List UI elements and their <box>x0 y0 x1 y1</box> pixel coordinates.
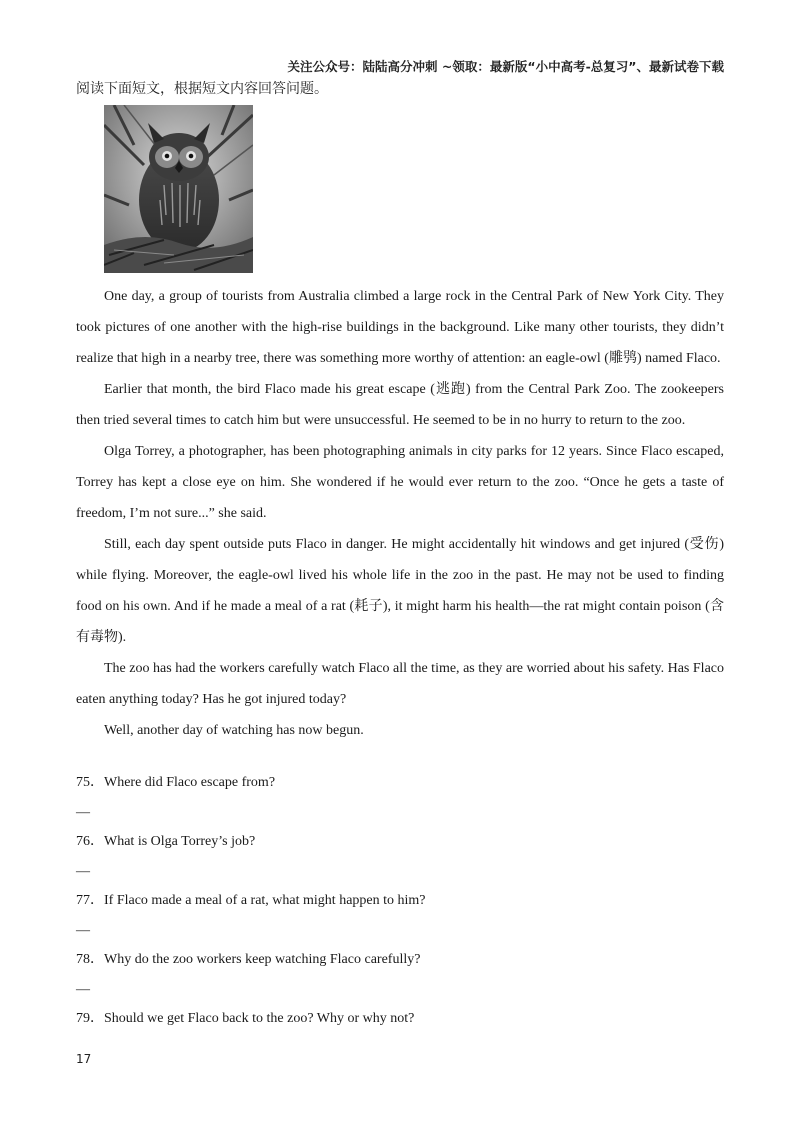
question-list <box>76 768 724 1034</box>
question-76 <box>76 827 724 857</box>
question-number: 76． <box>76 834 104 849</box>
question-77 <box>76 886 724 916</box>
question-number: 75． <box>76 775 104 790</box>
reading-instruction: 阅读下面短文，根据短文内容回答问题。 <box>76 81 328 97</box>
passage-paragraph-2: Earlier that month, the bird Flaco made his great escape (逃跑) from the Central Park Zoo. The zookeepers then tried several times to catch him but were unsuccessful. He seemed to be in no hurry to return to the zoo. <box>76 382 724 428</box>
question-79 <box>76 1004 724 1034</box>
question-number: 79． <box>76 1011 104 1026</box>
page-header: 关注公众号：陆陆高分冲刺 ~领取：最新版“小中高考-总复习”、最新试卷下载 <box>287 59 724 74</box>
eagle-owl-illustration <box>104 105 253 273</box>
question-text: Where did Flaco escape from? <box>104 775 276 790</box>
question-text: What is Olga Torrey’s job? <box>104 834 256 849</box>
passage-paragraph-1: One day, a group of tourists from Australia climbed a large rock in the Central Park of New York City. They took pictures of one another with the high-rise buildings in the background. Like many other tourists, they didn’t realize that high in a nearby tree, there was something more worthy of attention: an eagle-owl (雕鸮) named Flaco. <box>76 289 724 366</box>
question-text: Why do the zoo workers keep watching Flaco carefully? <box>104 952 421 967</box>
answer-line-75[interactable]: — <box>76 804 90 820</box>
passage-paragraph-5: The zoo has had the workers carefully watch Flaco all the time, as they are worried about his safety. Has Flaco eaten anything today? Has he got injured today? <box>76 661 724 707</box>
answer-line-78[interactable]: — <box>76 981 90 997</box>
reading-passage <box>76 281 724 746</box>
question-number: 77． <box>76 893 104 908</box>
question-text: Should we get Flaco back to the zoo? Why or why not? <box>104 1011 415 1026</box>
question-78 <box>76 945 724 975</box>
passage-paragraph-3: Olga Torrey, a photographer, has been photographing animals in city parks for 12 years. Since Flaco escaped, Torrey has kept a close eye on him. She wondered if he would ever return to the zoo. “Once he gets a taste of freedom, I’m not sure...” she said. <box>76 444 724 521</box>
question-number: 78． <box>76 952 104 967</box>
passage-paragraph-6: Well, another day of watching has now begun. <box>104 723 364 738</box>
page-number: 17 <box>76 1052 92 1066</box>
passage-paragraph-4: Still, each day spent outside puts Flaco in danger. He might accidentally hit windows and get injured (受伤) while flying. Moreover, the eagle-owl lived his whole life in the zoo in the past. He may not be used to finding food on his own. And if he made a meal of a rat (耗子), it might harm his health—the rat might contain poison (含有毒物). <box>76 537 724 645</box>
answer-line-76[interactable]: — <box>76 863 90 879</box>
question-75 <box>76 768 724 798</box>
answer-line-77[interactable]: — <box>76 922 90 938</box>
question-text: If Flaco made a meal of a rat, what might happen to him? <box>104 893 426 908</box>
eagle-owl-photo <box>104 105 253 273</box>
